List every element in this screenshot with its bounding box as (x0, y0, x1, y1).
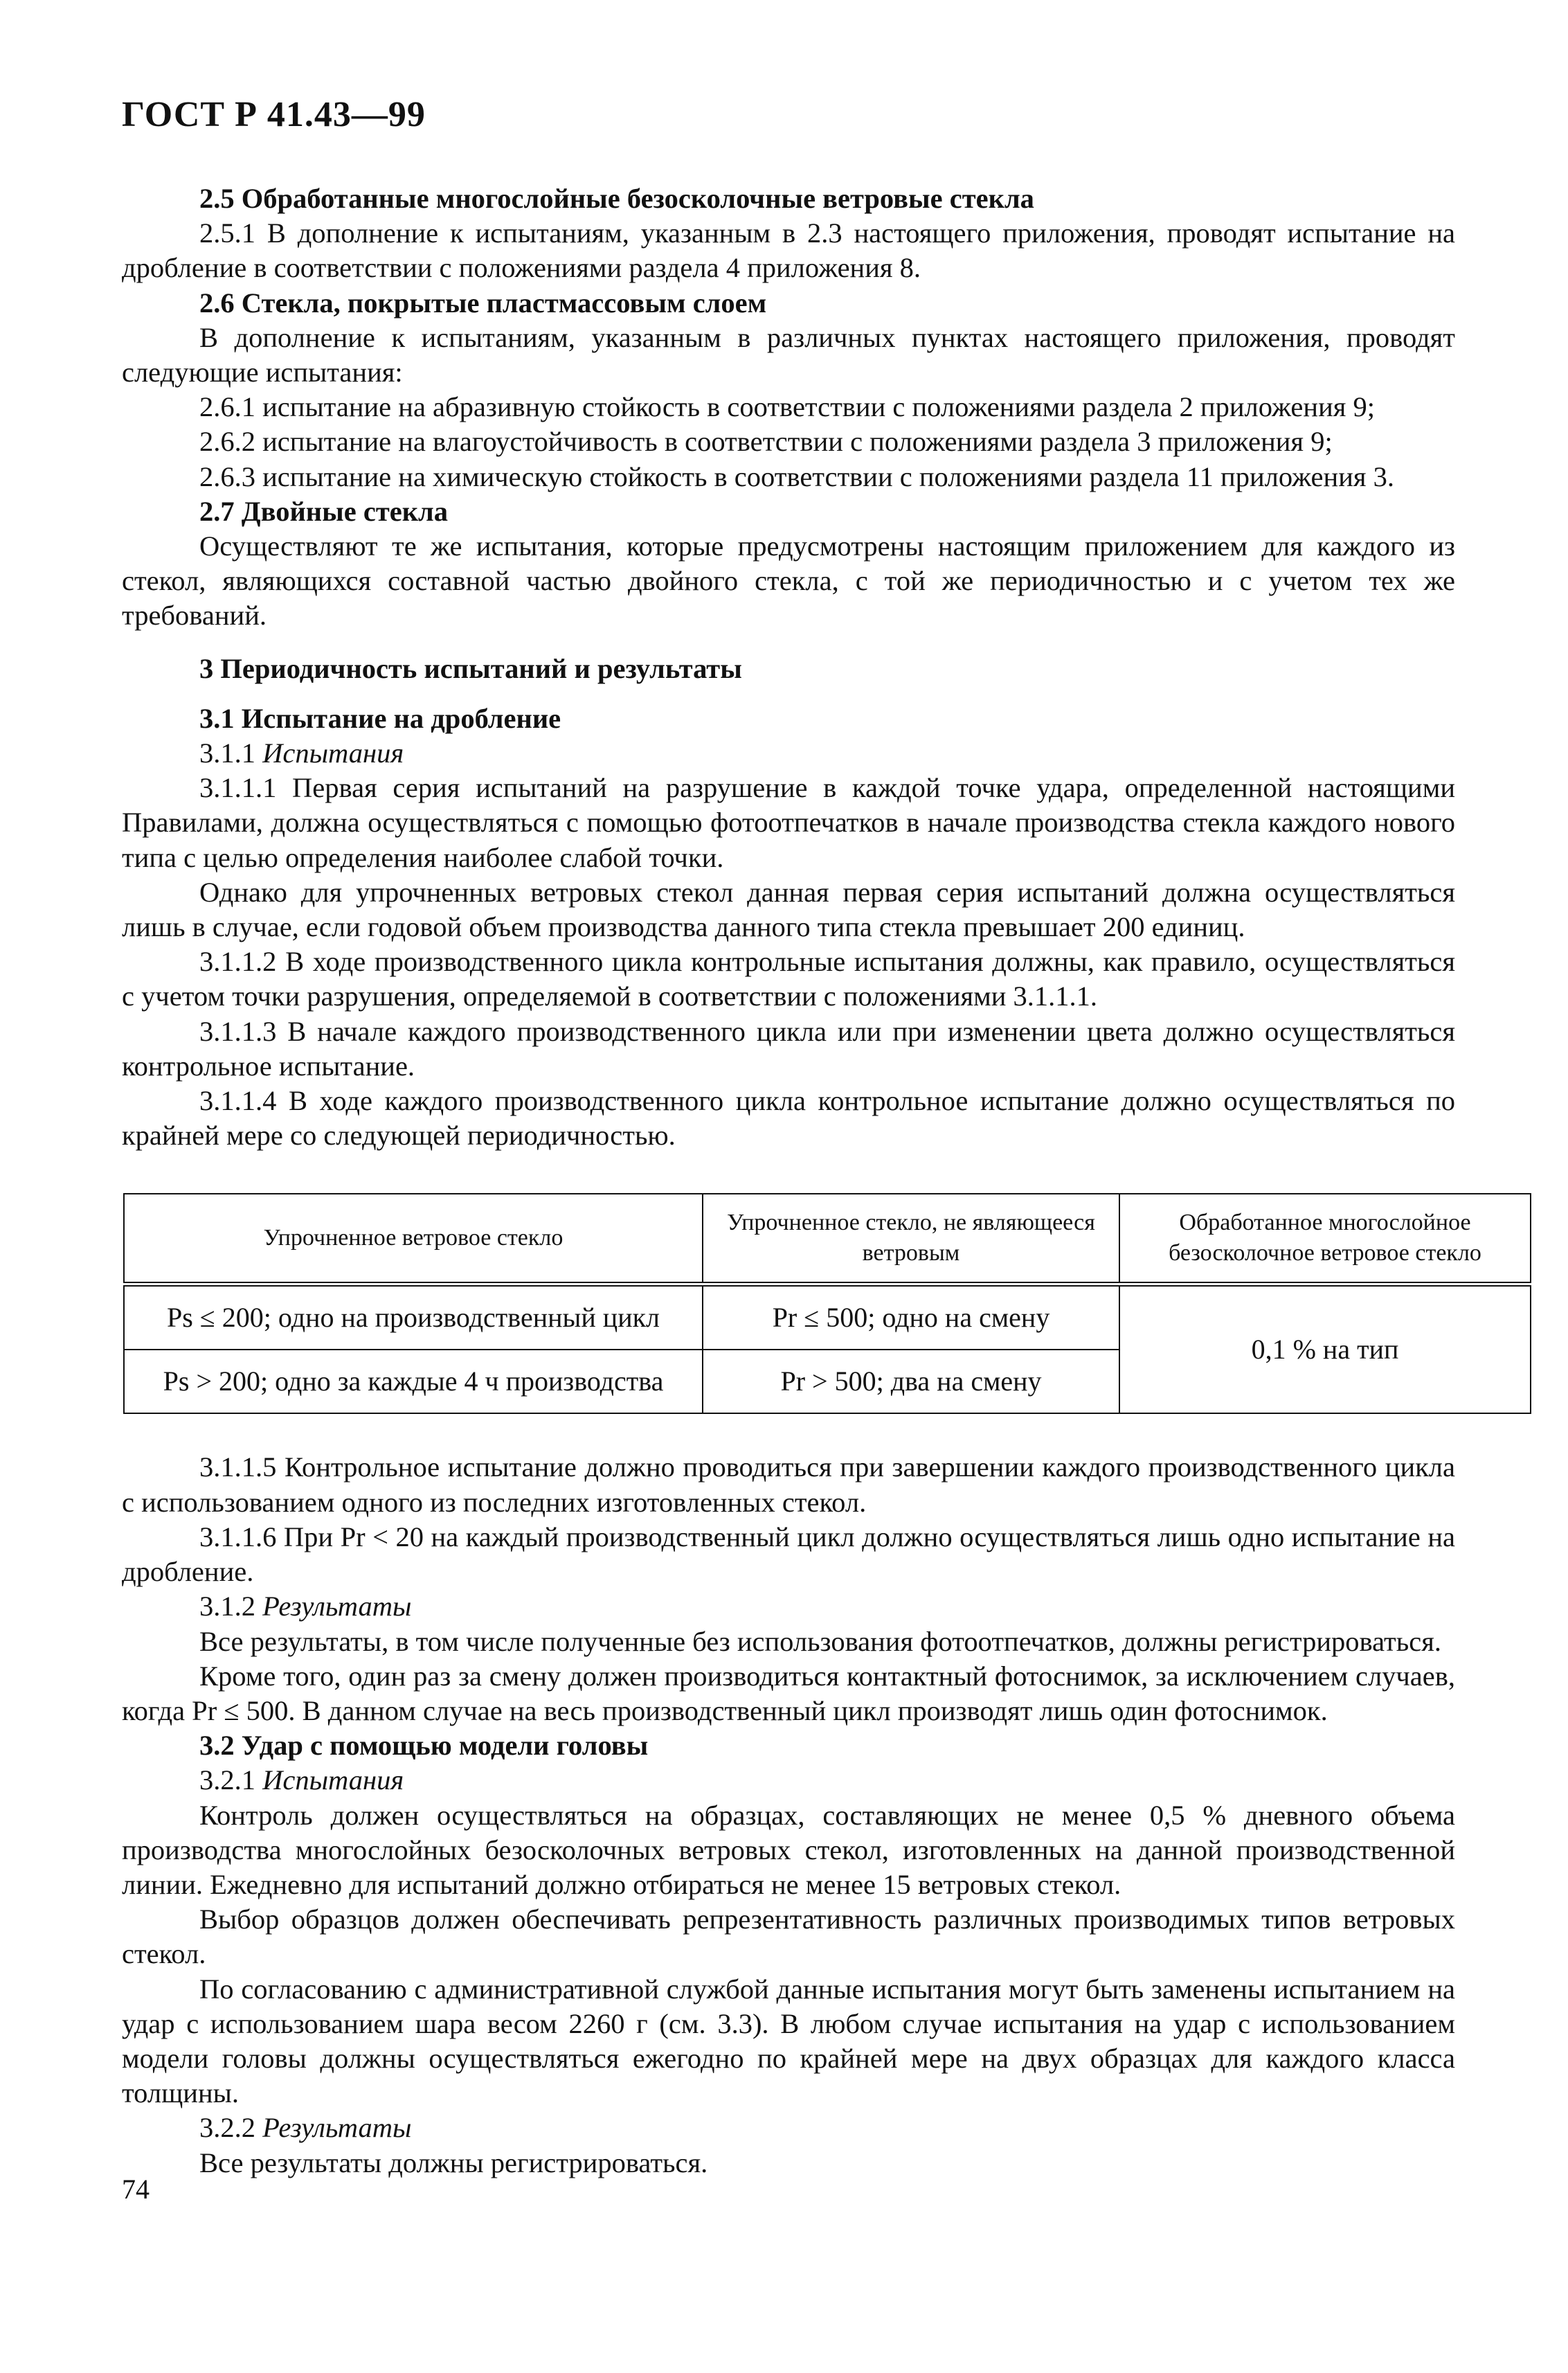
page-number: 74 (122, 2174, 150, 2205)
paragraph-3-1-2b: Кроме того, один раз за смену должен производиться контактный фотоснимок, за исключением случаев, когда Pr ≤ 500. В данном случае на весь производственный цикл производят лишь один фотоснимок. (122, 1660, 1455, 1726)
clause-number: 3.1.2 (199, 1591, 255, 1622)
section-heading-2-5: 2.5 Обработанные многослойные безосколочные ветровые стекла (199, 183, 1034, 214)
paragraph-2-5-1: 2.5.1 В дополнение к испытаниям, указанным в 2.3 настоящего приложения, проводят испытание на дробление в соответствии с положениями раздела 4 приложения 8. (122, 217, 1455, 284)
table-cell: Ps > 200; одно за каждые 4 ч производства (124, 1350, 703, 1413)
section-heading-3-1: 3.1 Испытание на дробление (199, 702, 561, 734)
paragraph-3-1-1-6: 3.1.1.6 При Pr < 20 на каждый производственный цикл должно осуществляться лишь одно испытание на дробление. (122, 1521, 1455, 1588)
table-cell: Ps ≤ 200; одно на производственный цикл (124, 1284, 703, 1350)
paragraph-3-2-2 (122, 2111, 1455, 2145)
document-body (122, 181, 1481, 2181)
paragraph-2-6-3: 2.6.3 испытание на химическую стойкость в соответствии с положениями раздела 11 приложения 3. (199, 460, 1394, 492)
paragraph-2-6-2: 2.6.2 испытание на влагоустойчивость в соответствии с положениями раздела 3 приложения 9; (199, 426, 1333, 458)
paragraph-3-1-1-3: 3.1.1.3 В начале каждого производственного цикла или при изменении цвета должно осуществляться контрольное испытание. (122, 1015, 1455, 1082)
section-heading-2-7: 2.7 Двойные стекла (199, 495, 449, 527)
paragraph-2-6: В дополнение к испытаниям, указанным в различных пунктах настоящего приложения, проводят следующие испытания: (122, 321, 1455, 388)
paragraph-3-1-2 (122, 1589, 1455, 1624)
table-header-cell: Обработанное многослойное безосколочное ветровое стекло (1119, 1194, 1531, 1284)
periodicity-table (123, 1193, 1531, 1414)
paragraph-2-6-1: 2.6.1 испытание на абразивную стойкость в соответствии с положениями раздела 2 приложения 9; (199, 391, 1375, 423)
table-header-row (124, 1194, 1531, 1284)
table-cell: Pr > 500; два на смену (703, 1350, 1119, 1413)
paragraph-3-1-1-1: 3.1.1.1 Первая серия испытаний на разрушение в каждой точке удара, определенной настоящими Правилами, должна осуществляться с помощью фотоотпечатков в начале производства стекла каждого нового типа с целью определения наиболее слабой точки. (122, 772, 1455, 873)
paragraph-3-2-2-text: Все результаты должны регистрироваться. (199, 2147, 708, 2178)
paragraph-3-1-1-5: 3.1.1.5 Контрольное испытание должно проводиться при завершении каждого производственного цикла с использованием одного из последних изготовленных стекол. (122, 1451, 1455, 1518)
section-heading-2-6: 2.6 Стекла, покрытые пластмассовым слоем (199, 287, 767, 319)
section-heading-3: 3 Периодичность испытаний и результаты (199, 652, 742, 684)
paragraph-3-1-1-1b: Однако для упрочненных ветровых стекол данная первая серия испытаний должна осуществляться лишь в случае, если годовой объем производства данного типа стекла превышает 200 единиц. (122, 876, 1455, 943)
table-row (124, 1284, 1531, 1350)
section-heading-3-2: 3.2 Удар с помощью модели головы (199, 1730, 649, 1762)
paragraph-3-1-1 (122, 736, 1455, 771)
paragraph-3-1-1-2: 3.1.1.2 В ходе производственного цикла контрольные испытания должны, как правило, осуществляться с учетом точки разрушения, определяемой в соответствии с положениями 3.1.1.1. (122, 946, 1455, 1012)
table-merged-cell: 0,1 % на тип (1119, 1284, 1531, 1414)
clause-title: Испытания (262, 1764, 404, 1796)
table-header-cell: Упрочненное стекло, не являющееся ветровым (703, 1194, 1119, 1284)
clause-number: 3.1.1 (199, 737, 255, 769)
clause-number: 3.2.1 (199, 1764, 255, 1796)
paragraph-3-1-1-4: 3.1.1.4 В ходе каждого производственного цикла контрольное испытание должно осуществляться по крайней мере со следующей периодичностью. (122, 1085, 1455, 1152)
periodicity-table-wrapper (122, 1193, 1481, 1414)
paragraph-3-2-1 (122, 1763, 1455, 1798)
paragraph-3-2-1a: Контроль должен осуществляться на образцах, составляющих не менее 0,5 % дневного объема производства многослойных безосколочных ветровых стекол, изготовленных на данной производственной линии. Ежедневно для испытаний должно отбираться не менее 15 ветровых стекол. (122, 1799, 1455, 1900)
clause-title: Результаты (262, 2112, 412, 2144)
clause-title: Результаты (262, 1591, 412, 1622)
paragraph-3-1-2a: Все результаты, в том числе полученные без использования фотоотпечатков, должны регистрироваться. (199, 1625, 1441, 1657)
table-header-cell: Упрочненное ветровое стекло (124, 1194, 703, 1284)
clause-number: 3.2.2 (199, 2112, 255, 2144)
document-header: ГОСТ Р 41.43—99 (122, 95, 426, 134)
paragraph-2-7: Осуществляют те же испытания, которые предусмотрены настоящим приложением для каждого из стекол, являющихся составной частью двойного стекла, с той же периодичностью и с учетом тех же требований. (122, 530, 1455, 632)
paragraph-3-2-1c: По согласованию с административной службой данные испытания могут быть заменены испытанием на удар с использованием шара весом 2260 г (см. 3.3). В любом случае испытания на удар с использованием модели головы должны осуществляться ежегодно по крайней мере на двух образцах для каждого класса толщины. (122, 1973, 1455, 2109)
paragraph-3-2-1b: Выбор образцов должен обеспечивать репрезентативность различных производимых типов ветровых стекол. (122, 1904, 1455, 1970)
table-cell: Pr ≤ 500; одно на смену (703, 1284, 1119, 1350)
clause-title: Испытания (262, 737, 404, 769)
